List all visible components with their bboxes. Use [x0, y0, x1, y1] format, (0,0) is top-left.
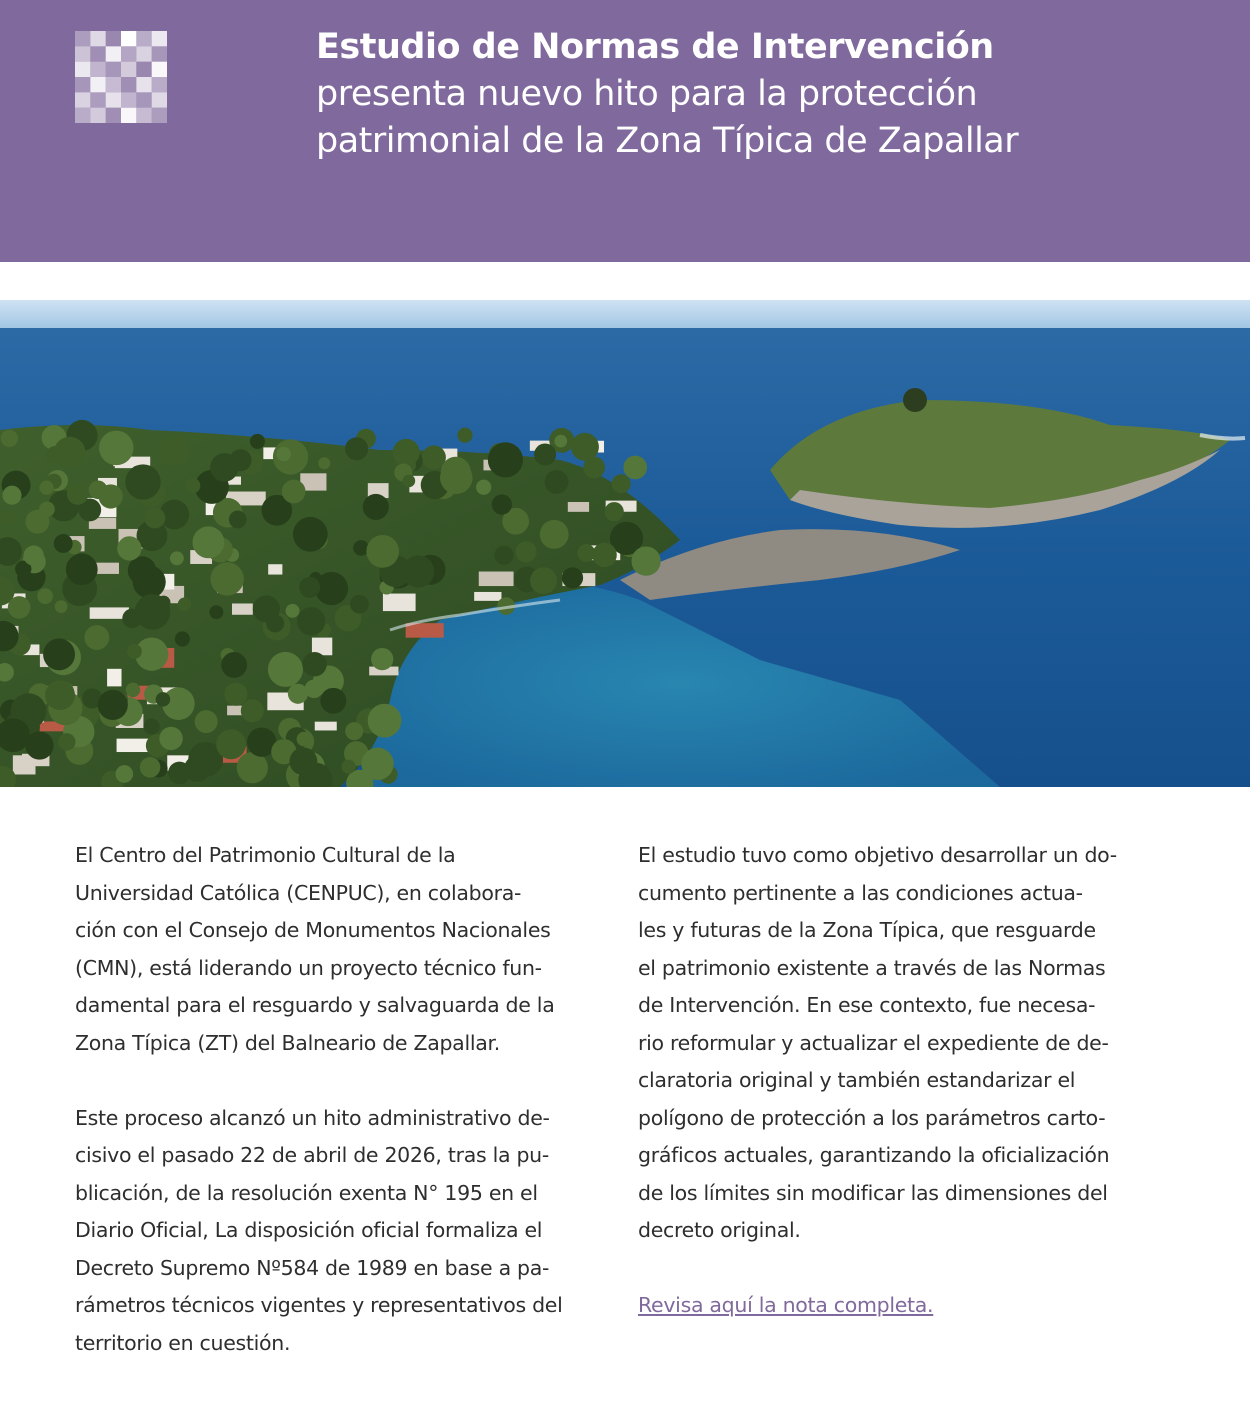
- pixel-mosaic-logo-icon: [75, 31, 167, 123]
- left-column: [75, 837, 615, 1400]
- coastal-aerial-photo: [0, 300, 1250, 787]
- title-bold: Estudio de Normas de Intervención: [316, 27, 994, 67]
- title-line-3: patrimonial de la Zona Típica de Zapallar: [316, 121, 1019, 161]
- paragraph-2: Este proceso alcanzó un hito administrativo de- cisivo el pasado 22 de abril de 2026, tras la pu- blicación, de la resolución exenta N° 195 en el Diario Oficial, La disposición oficial formaliza el Decreto Supremo Nº584 de 1989 en base a pa- rámetros técnicos vigentes y representativos del territorio en cuestión.: [75, 1105, 563, 1355]
- coastal-aerial-photo-icon: [0, 300, 1250, 787]
- paragraph-1: El Centro del Patrimonio Cultural de la Universidad Católica (CENPUC), en colabora- ción con el Consejo de Monumentos Nacionales (CMN), está liderando un proyecto técnico fun- damental para el resguardo y salvaguarda de la Zona Típica (ZT) del Balneario de Zapallar.: [75, 843, 555, 1055]
- paragraph-3: El estudio tuvo como objetivo desarrollar un do- cumento pertinente a las condiciones actua- les y futuras de la Zona Típica, que resguarde el patrimonio existente a través de las Normas de Intervención. En ese contexto, fue necesa- rio reformular y actualizar el expediente de de- claratoria original y también estandarizar el polígono de protección a los parámetros carto- gráficos actuales, garantizando la oficialización de los límites sin modificar las dimensiones del decreto original.: [638, 843, 1117, 1242]
- right-column: [638, 837, 1178, 1362]
- read-more-link[interactable]: Revisa aquí la nota completa.: [638, 1293, 934, 1317]
- header-banner: [0, 0, 1250, 262]
- page-title: [316, 24, 1216, 165]
- title-line-2: presenta nuevo hito para la protección: [316, 74, 978, 114]
